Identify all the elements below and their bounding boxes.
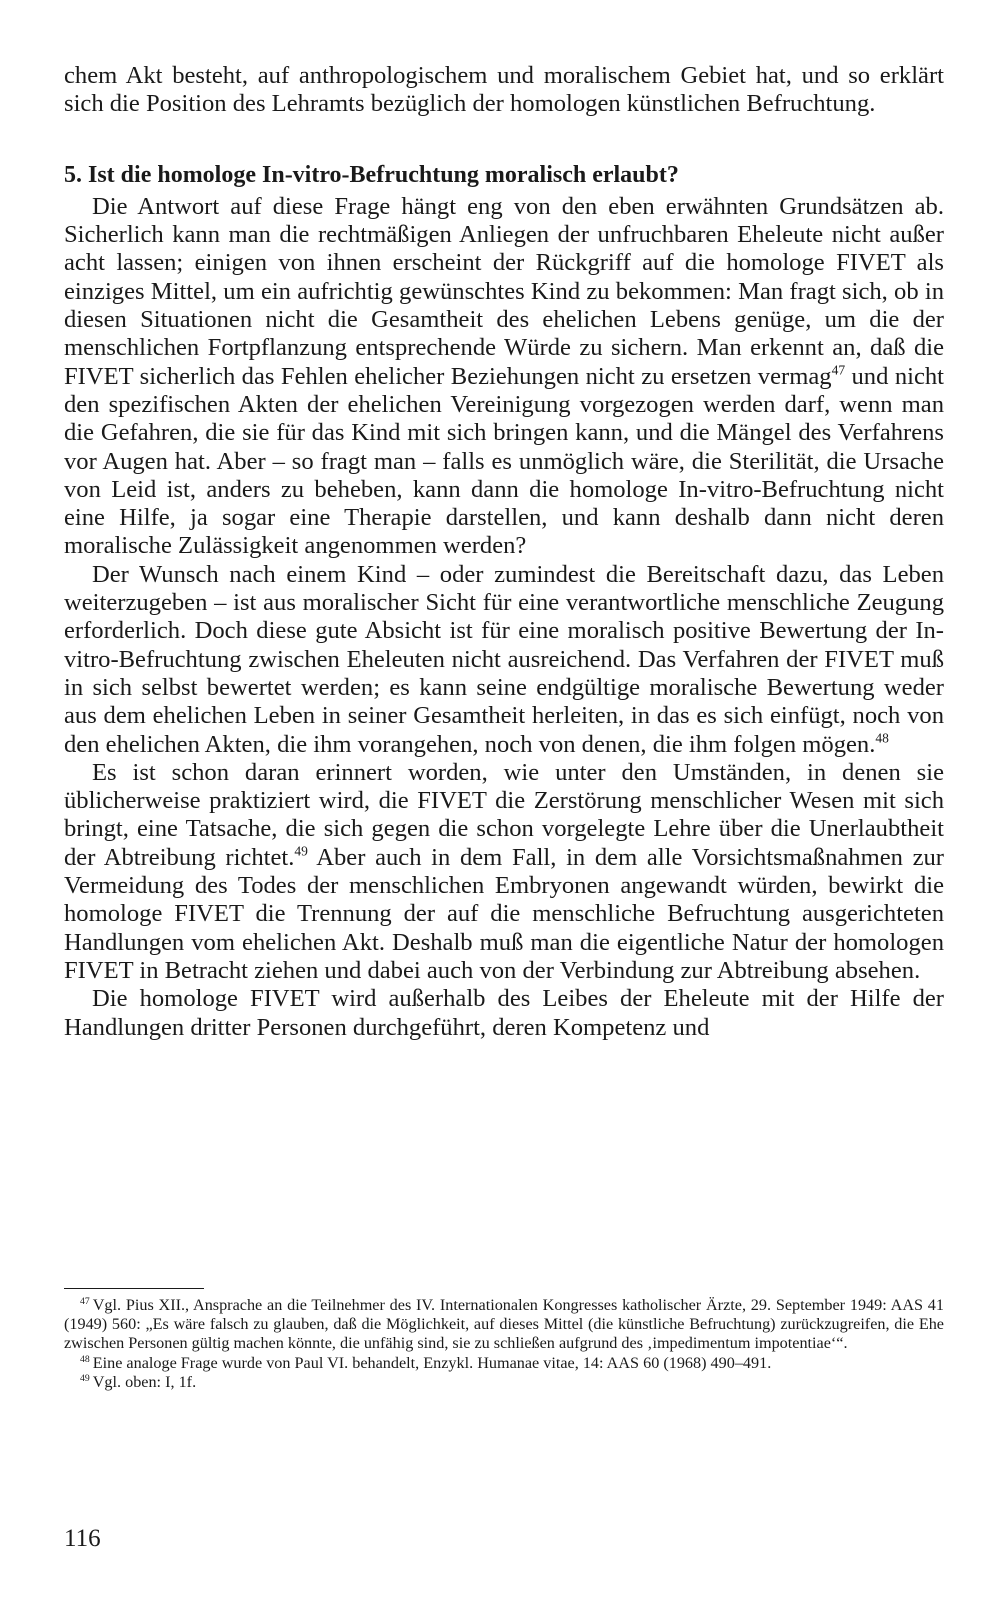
footnote-48 [64,1354,944,1373]
paragraph-3 [64,759,944,985]
footnote-ref-48[interactable]: 48 [875,730,889,746]
footnote-47 [64,1296,944,1354]
paragraph-3-text-b: Aber auch in dem Fall, in dem alle Vorsichtsmaßnahmen zur Vermeidung des Todes der menschlichen Embryonen angewandt würden, bewirkt die homologe FIVET die Trennung der auf die menschliche Befruchtung ausgerichteten Handlungen vom ehelichen Akt. Deshalb muß man die eigentliche Natur der homologen FIVET in Betracht ziehen und dabei auch von der Verbindung zur Abtreibung absehen. [64,843,944,984]
footnote-49 [64,1373,944,1392]
paragraph-2 [64,561,944,759]
page-number: 116 [64,1525,101,1552]
paragraph-1 [64,193,944,561]
footnote-text: Vgl. Pius XII., Ansprache an die Teilnehmer des IV. Internationalen Kongresses katholischer Ärzte, 29. September 1949: AAS 41 (1949) 560: „Es wäre falsch zu glauben, daß die Möglichkeit, auf dieses Mittel (die künstliche Befruchtung) zurückzugreifen, die Ehe zwischen Personen gültig machen könnte, die unfähig sind, sie zu schließen aufgrund des ‚impedimentum impotentiae‘“. [64,1296,944,1353]
footnote-mark: 48 [80,1353,90,1365]
continuation-paragraph: chem Akt besteht, auf anthropologischem und moralischem Gebiet hat, und so erklärt sich die Position des Lehramts bezüglich der homologen künstlichen Befruchtung. [64,62,944,118]
paragraph-2-text: Der Wunsch nach einem Kind – oder zumindest die Bereitschaft dazu, das Leben weiterzugeben – ist aus moralischer Sicht für eine verantwortliche menschliche Zeugung erforderlich. Doch diese gute Absicht ist für eine moralisch positive Bewertung der In-vitro-Befruchtung zwischen Eheleuten nicht ausreichend. Das Verfahren der FIVET muß in sich selbst bewertet werden; es kann seine endgültige moralische Bewertung weder aus dem ehelichen Leben in seiner Gesamtheit herleiten, in das es sich einfügt, noch von den ehelichen Akten, die ihm vorangehen, noch von denen, die ihm folgen mögen. [64,560,944,758]
paragraph-3-text-a: Es ist schon daran erinnert worden, wie unter den Umständen, in denen sie üblicherweise praktiziert wird, die FIVET die Zerstörung menschlicher Wesen mit sich bringt, eine Tatsache, die sich gegen die schon vorgelegte Lehre über die Unerlaubtheit der Abtreibung richtet. [64,758,944,871]
footnotes [64,1296,944,1392]
section-heading: 5. Ist die homologe In-vitro-Befruchtung moralisch erlaubt? [64,161,679,188]
paragraph-4: Die homologe FIVET wird außerhalb des Leibes der Eheleute mit der Hilfe der Handlungen dritter Personen durchgeführt, deren Kompetenz und [64,985,944,1041]
footnote-ref-47[interactable]: 47 [831,362,846,378]
paragraph-1-text-b: und nicht den spezifischen Akten der ehelichen Vereinigung vorgezogen werden darf, wenn man die Gefahren, die sie für das Kind mit sich bringen kann, und die Mängel des Verfahrens vor Augen hat. Aber – so fragt man – falls es unmöglich wäre, die Sterilität, die Ursache von Leid ist, anders zu beheben, kann dann die homologe In-vitro-Befruchtung nicht eine Hilfe, ja sogar eine Therapie darstellen, und kann deshalb dann nicht deren moralische Zulässigkeit angenommen werden? [64,362,944,560]
footnote-divider [64,1288,204,1289]
paragraph-1-text-a: Die Antwort auf diese Frage hängt eng von den eben erwähnten Grundsätzen ab. Sicherlich kann man die rechtmäßigen Anliegen der unfruchbaren Eheleute nicht außer acht lassen; einigen von ihnen erscheint der Rückgriff auf die homologe FIVET als einziges Mittel, um ein aufrichtig gewünschtes Kind zu bekommen: Man fragt sich, ob in diesen Situationen nicht die Gesamtheit des ehelichen Lebens genüge, um die der menschlichen Fortpflanzung entsprechende Würde zu sichern. Man erkennt an, daß die FIVET sicherlich das Fehlen ehelicher Beziehungen nicht zu ersetzen vermag [64,192,944,390]
footnote-ref-49[interactable]: 49 [294,843,308,859]
footnote-mark: 47 [80,1296,90,1308]
body-text [64,62,944,1042]
footnote-text: Eine analoge Frage wurde von Paul VI. behandelt, Enzykl. Humanae vitae, 14: AAS 60 (1968) 490–491. [92,1353,772,1372]
footnote-mark: 49 [80,1372,90,1384]
footnote-text: Vgl. oben: I, 1f. [92,1372,197,1391]
